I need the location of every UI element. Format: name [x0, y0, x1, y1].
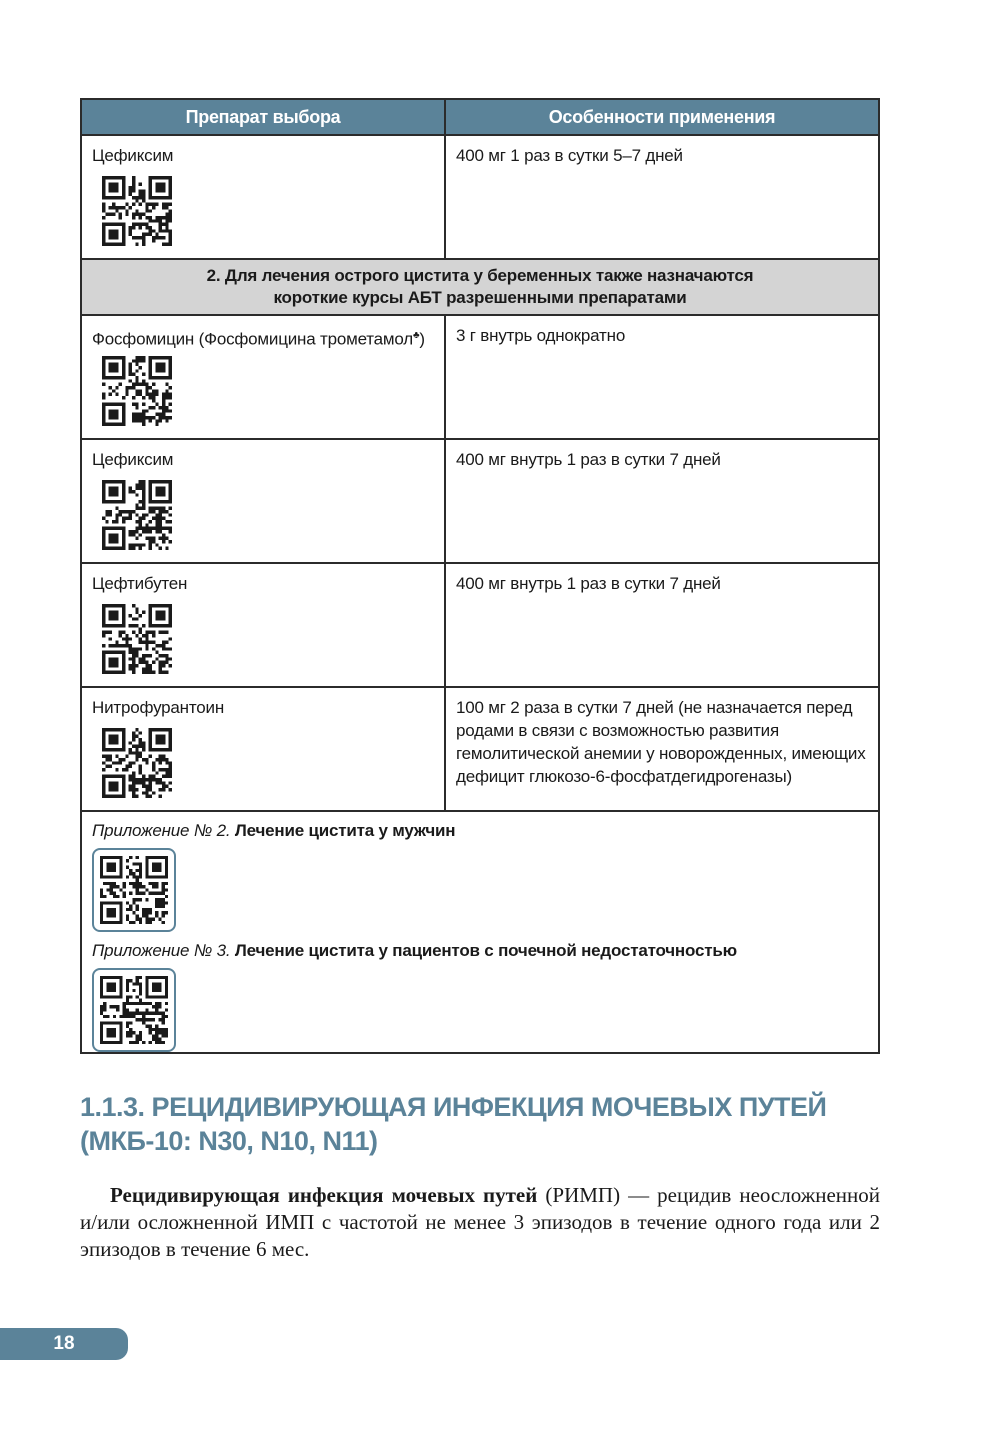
- qr-code-icon[interactable]: [102, 604, 172, 674]
- section-line-2: короткие курсы АБТ разрешенными препаратами: [273, 288, 687, 307]
- section-row: [82, 258, 878, 314]
- drug-usage: 3 г внутрь однократно: [456, 326, 626, 345]
- drug-name: Фосфомицин (Фосфомицина трометамол♣): [92, 329, 425, 349]
- qr-code-icon[interactable]: [102, 728, 172, 798]
- table-row: [82, 314, 878, 438]
- appendix-2[interactable]: Приложение № 2. Лечение цистита у мужчин: [92, 821, 456, 840]
- drug-name: Цефиксим: [92, 450, 174, 469]
- drug-usage: 400 мг внутрь 1 раз в сутки 7 дней: [456, 574, 721, 593]
- table-row: [82, 438, 878, 562]
- header-usage: Особенности применения: [548, 106, 776, 127]
- drug-table: [80, 98, 880, 1054]
- table-row: [82, 686, 878, 810]
- qr-code-icon[interactable]: [102, 176, 172, 246]
- section-heading: 1.1.3. РЕЦИДИВИРУЮЩАЯ ИНФЕКЦИЯ МОЧЕВЫХ ПУТЕЙ (МКБ-10: N30, N10, N11): [80, 1092, 827, 1156]
- drug-usage: 400 мг 1 раз в сутки 5–7 дней: [456, 146, 683, 165]
- drug-usage: 100 мг 2 раза в сутки 7 дней (не назначается перед родами в связи с возможностью развития гемолитической анемии у новорожденных, имеющих дефицит глюкозо-6-фосфатдегидрогеназы): [456, 698, 866, 786]
- drug-usage: 400 мг внутрь 1 раз в сутки 7 дней: [456, 450, 721, 469]
- club-mark-icon: ♣: [413, 330, 420, 341]
- table-row: [82, 134, 878, 258]
- section-line-1: 2. Для лечения острого цистита у беременных также назначаются: [206, 266, 754, 285]
- drug-name: Цефиксим: [92, 146, 174, 165]
- qr-code-icon[interactable]: [102, 356, 172, 426]
- appendix-row: [82, 810, 878, 1052]
- page-number: 18: [0, 1328, 128, 1360]
- drug-name: Нитрофурантоин: [92, 698, 225, 717]
- qr-code-icon[interactable]: [92, 968, 176, 1052]
- header-drug: Препарат выбора: [82, 100, 446, 134]
- table-row: [82, 562, 878, 686]
- drug-name: Цефтибутен: [92, 574, 188, 593]
- appendix-3[interactable]: Приложение № 3. Лечение цистита у пациентов с почечной недостаточностью: [92, 941, 737, 960]
- body-paragraph: Рецидивирующая инфекция мочевых путей (РИМП) — рецидив неосложненной и/или осложненной ИМП с частотой не менее 3 эпизодов в течение одного года или 2 эпизодов в течение 6 мес.: [80, 1183, 880, 1261]
- qr-code-icon[interactable]: [92, 848, 176, 932]
- qr-code-icon[interactable]: [102, 480, 172, 550]
- table-header: [82, 100, 878, 134]
